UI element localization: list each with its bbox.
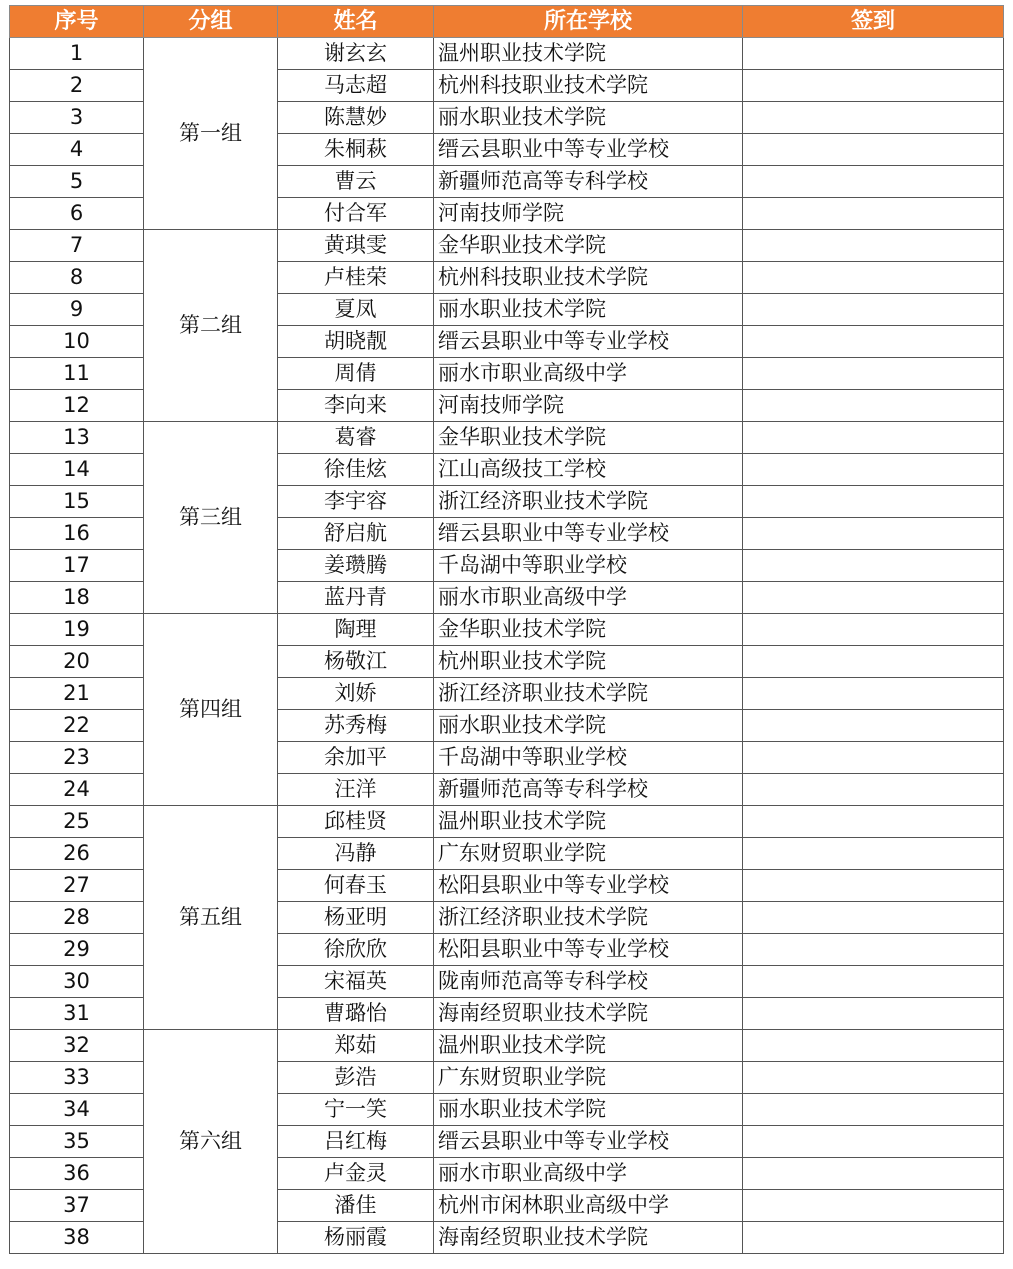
cell-seq: 14 (10, 454, 144, 486)
cell-name: 谢玄玄 (278, 38, 434, 70)
cell-name: 朱桐萩 (278, 134, 434, 166)
cell-name: 李向来 (278, 390, 434, 422)
cell-group: 第一组 (144, 38, 278, 230)
cell-seq: 1 (10, 38, 144, 70)
cell-name: 曹璐怡 (278, 998, 434, 1030)
cell-name: 陈慧妙 (278, 102, 434, 134)
cell-name: 宋福英 (278, 966, 434, 998)
cell-seq: 28 (10, 902, 144, 934)
cell-school: 松阳县职业中等专业学校 (434, 870, 743, 902)
cell-group: 第二组 (144, 230, 278, 422)
cell-school: 金华职业技术学院 (434, 614, 743, 646)
cell-name: 胡晓靓 (278, 326, 434, 358)
cell-seq: 23 (10, 742, 144, 774)
cell-name: 吕红梅 (278, 1126, 434, 1158)
cell-sign[interactable] (743, 582, 1004, 614)
cell-school: 丽水职业技术学院 (434, 1094, 743, 1126)
header-group: 分组 (144, 6, 278, 38)
cell-seq: 2 (10, 70, 144, 102)
cell-name: 潘佳 (278, 1190, 434, 1222)
cell-seq: 17 (10, 550, 144, 582)
cell-name: 葛睿 (278, 422, 434, 454)
cell-school: 广东财贸职业学院 (434, 1062, 743, 1094)
cell-name: 黄琪雯 (278, 230, 434, 262)
cell-school: 千岛湖中等职业学校 (434, 742, 743, 774)
cell-sign[interactable] (743, 390, 1004, 422)
cell-seq: 7 (10, 230, 144, 262)
cell-name: 徐欣欣 (278, 934, 434, 966)
cell-sign[interactable] (743, 1126, 1004, 1158)
table-header (10, 6, 1004, 38)
cell-name: 汪洋 (278, 774, 434, 806)
cell-seq: 15 (10, 486, 144, 518)
cell-school: 温州职业技术学院 (434, 38, 743, 70)
cell-sign[interactable] (743, 38, 1004, 70)
cell-sign[interactable] (743, 454, 1004, 486)
cell-sign[interactable] (743, 614, 1004, 646)
cell-sign[interactable] (743, 134, 1004, 166)
cell-seq: 25 (10, 806, 144, 838)
cell-seq: 16 (10, 518, 144, 550)
cell-sign[interactable] (743, 1222, 1004, 1254)
cell-seq: 5 (10, 166, 144, 198)
cell-name: 蓝丹青 (278, 582, 434, 614)
cell-sign[interactable] (743, 806, 1004, 838)
cell-name: 冯静 (278, 838, 434, 870)
cell-school: 金华职业技术学院 (434, 230, 743, 262)
cell-school: 丽水职业技术学院 (434, 294, 743, 326)
cell-name: 邱桂贤 (278, 806, 434, 838)
cell-name: 付合军 (278, 198, 434, 230)
cell-seq: 18 (10, 582, 144, 614)
table-row (10, 422, 1004, 454)
cell-school: 缙云县职业中等专业学校 (434, 134, 743, 166)
cell-sign[interactable] (743, 870, 1004, 902)
cell-sign[interactable] (743, 422, 1004, 454)
cell-school: 陇南师范高等专科学校 (434, 966, 743, 998)
cell-school: 丽水市职业高级中学 (434, 358, 743, 390)
cell-sign[interactable] (743, 518, 1004, 550)
cell-school: 新疆师范高等专科学校 (434, 166, 743, 198)
cell-sign[interactable] (743, 550, 1004, 582)
cell-sign[interactable] (743, 998, 1004, 1030)
cell-school: 金华职业技术学院 (434, 422, 743, 454)
cell-sign[interactable] (743, 934, 1004, 966)
cell-name: 舒启航 (278, 518, 434, 550)
cell-school: 海南经贸职业技术学院 (434, 998, 743, 1030)
cell-seq: 30 (10, 966, 144, 998)
cell-seq: 37 (10, 1190, 144, 1222)
header-row (10, 6, 1004, 38)
table-body (10, 38, 1004, 1254)
cell-sign[interactable] (743, 1094, 1004, 1126)
cell-sign[interactable] (743, 838, 1004, 870)
cell-seq: 9 (10, 294, 144, 326)
cell-seq: 13 (10, 422, 144, 454)
header-school: 所在学校 (434, 6, 743, 38)
cell-sign[interactable] (743, 646, 1004, 678)
cell-school: 丽水市职业高级中学 (434, 582, 743, 614)
cell-seq: 36 (10, 1158, 144, 1190)
cell-seq: 4 (10, 134, 144, 166)
cell-seq: 24 (10, 774, 144, 806)
cell-name: 姜瓒腾 (278, 550, 434, 582)
cell-group: 第六组 (144, 1030, 278, 1254)
cell-seq: 20 (10, 646, 144, 678)
cell-name: 杨亚明 (278, 902, 434, 934)
cell-sign[interactable] (743, 1030, 1004, 1062)
cell-group: 第三组 (144, 422, 278, 614)
cell-name: 周倩 (278, 358, 434, 390)
cell-name: 卢桂荣 (278, 262, 434, 294)
cell-sign[interactable] (743, 262, 1004, 294)
cell-sign[interactable] (743, 230, 1004, 262)
cell-sign[interactable] (743, 966, 1004, 998)
cell-school: 新疆师范高等专科学校 (434, 774, 743, 806)
cell-group: 第四组 (144, 614, 278, 806)
cell-school: 杭州市闲林职业高级中学 (434, 1190, 743, 1222)
cell-name: 宁一笑 (278, 1094, 434, 1126)
cell-seq: 34 (10, 1094, 144, 1126)
cell-seq: 31 (10, 998, 144, 1030)
cell-name: 刘娇 (278, 678, 434, 710)
cell-seq: 12 (10, 390, 144, 422)
cell-school: 广东财贸职业学院 (434, 838, 743, 870)
cell-sign[interactable] (743, 358, 1004, 390)
cell-school: 浙江经济职业技术学院 (434, 486, 743, 518)
cell-school: 河南技师学院 (434, 198, 743, 230)
cell-school: 杭州科技职业技术学院 (434, 262, 743, 294)
table-row (10, 38, 1004, 70)
cell-sign[interactable] (743, 774, 1004, 806)
cell-sign[interactable] (743, 742, 1004, 774)
cell-seq: 21 (10, 678, 144, 710)
cell-sign[interactable] (743, 166, 1004, 198)
cell-school: 缙云县职业中等专业学校 (434, 326, 743, 358)
cell-school: 松阳县职业中等专业学校 (434, 934, 743, 966)
cell-sign[interactable] (743, 1062, 1004, 1094)
cell-seq: 33 (10, 1062, 144, 1094)
cell-school: 浙江经济职业技术学院 (434, 902, 743, 934)
cell-seq: 10 (10, 326, 144, 358)
cell-name: 李宇容 (278, 486, 434, 518)
cell-school: 缙云县职业中等专业学校 (434, 1126, 743, 1158)
cell-seq: 11 (10, 358, 144, 390)
cell-school: 温州职业技术学院 (434, 1030, 743, 1062)
cell-name: 苏秀梅 (278, 710, 434, 742)
cell-seq: 32 (10, 1030, 144, 1062)
cell-seq: 6 (10, 198, 144, 230)
cell-school: 河南技师学院 (434, 390, 743, 422)
cell-name: 马志超 (278, 70, 434, 102)
cell-seq: 27 (10, 870, 144, 902)
cell-name: 郑茹 (278, 1030, 434, 1062)
cell-sign[interactable] (743, 678, 1004, 710)
cell-seq: 38 (10, 1222, 144, 1254)
header-sign: 签到 (743, 6, 1004, 38)
cell-school: 丽水职业技术学院 (434, 710, 743, 742)
cell-school: 温州职业技术学院 (434, 806, 743, 838)
cell-name: 夏凤 (278, 294, 434, 326)
header-name: 姓名 (278, 6, 434, 38)
cell-seq: 29 (10, 934, 144, 966)
cell-group: 第五组 (144, 806, 278, 1030)
cell-name: 徐佳炫 (278, 454, 434, 486)
cell-name: 余加平 (278, 742, 434, 774)
cell-school: 江山高级技工学校 (434, 454, 743, 486)
cell-school: 浙江经济职业技术学院 (434, 678, 743, 710)
sign-in-table (9, 5, 1004, 1254)
cell-sign[interactable] (743, 1190, 1004, 1222)
cell-seq: 8 (10, 262, 144, 294)
cell-name: 杨敬江 (278, 646, 434, 678)
cell-school: 杭州职业技术学院 (434, 646, 743, 678)
cell-name: 杨丽霞 (278, 1222, 434, 1254)
cell-name: 何春玉 (278, 870, 434, 902)
cell-seq: 26 (10, 838, 144, 870)
cell-seq: 3 (10, 102, 144, 134)
cell-sign[interactable] (743, 70, 1004, 102)
cell-school: 丽水市职业高级中学 (434, 1158, 743, 1190)
cell-name: 曹云 (278, 166, 434, 198)
table-row (10, 1030, 1004, 1062)
table-row (10, 614, 1004, 646)
cell-sign[interactable] (743, 326, 1004, 358)
cell-sign[interactable] (743, 198, 1004, 230)
cell-school: 丽水职业技术学院 (434, 102, 743, 134)
cell-seq: 22 (10, 710, 144, 742)
cell-school: 缙云县职业中等专业学校 (434, 518, 743, 550)
cell-name: 彭浩 (278, 1062, 434, 1094)
cell-seq: 19 (10, 614, 144, 646)
cell-school: 杭州科技职业技术学院 (434, 70, 743, 102)
cell-sign[interactable] (743, 710, 1004, 742)
cell-name: 卢金灵 (278, 1158, 434, 1190)
cell-school: 千岛湖中等职业学校 (434, 550, 743, 582)
cell-sign[interactable] (743, 102, 1004, 134)
cell-sign[interactable] (743, 1158, 1004, 1190)
table-row (10, 230, 1004, 262)
cell-sign[interactable] (743, 902, 1004, 934)
cell-sign[interactable] (743, 294, 1004, 326)
cell-name: 陶理 (278, 614, 434, 646)
cell-seq: 35 (10, 1126, 144, 1158)
cell-school: 海南经贸职业技术学院 (434, 1222, 743, 1254)
table-row (10, 806, 1004, 838)
header-seq: 序号 (10, 6, 144, 38)
cell-sign[interactable] (743, 486, 1004, 518)
